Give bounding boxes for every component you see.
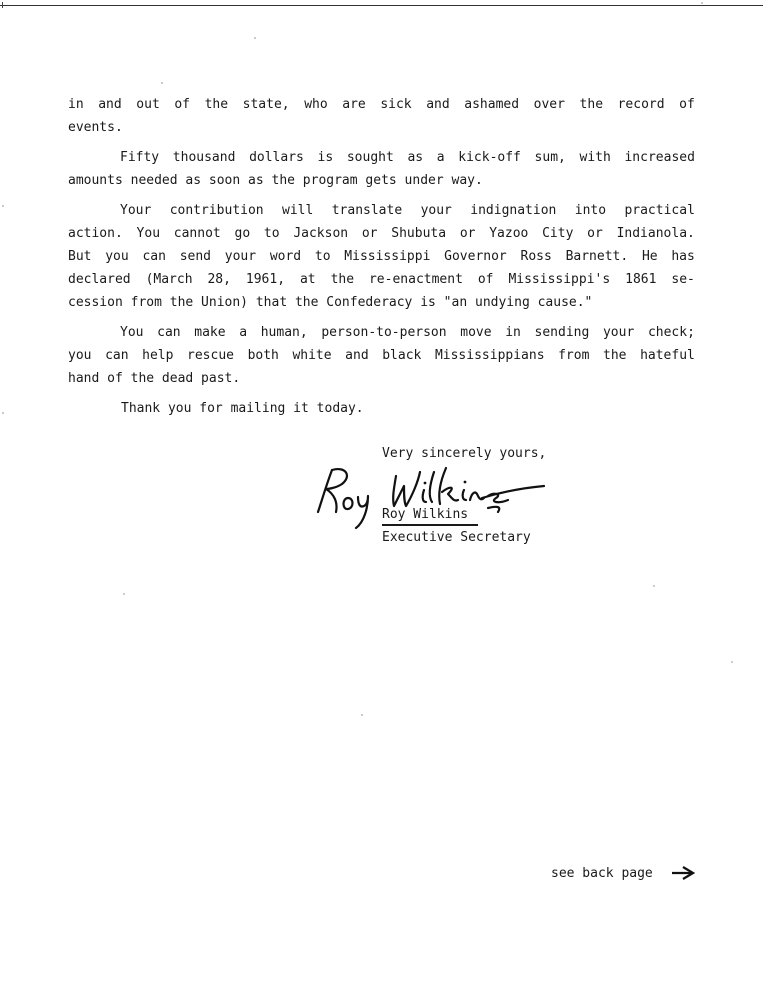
word: 1861	[625, 272, 657, 287]
word: Your	[120, 203, 152, 218]
word: declared	[68, 272, 131, 287]
word: dollars	[249, 150, 304, 165]
word: and	[345, 348, 369, 363]
word: of	[679, 97, 695, 112]
word: or	[459, 226, 476, 241]
word: practical	[624, 203, 695, 218]
word: sum,	[534, 150, 566, 165]
word: 28,	[207, 272, 231, 287]
word: of	[477, 272, 494, 287]
word: who	[304, 97, 328, 112]
p2-line2: amounts needed as soon as the program gets under way.	[68, 173, 483, 188]
word: state,	[242, 97, 290, 112]
word: increased	[624, 150, 695, 165]
scan-speck	[254, 37, 256, 39]
word: at	[299, 272, 316, 287]
word: are	[342, 97, 366, 112]
word: contribution	[169, 203, 264, 218]
right-arrow-icon	[671, 866, 695, 880]
word: sending	[534, 325, 590, 340]
word: will	[282, 203, 314, 218]
word: has	[671, 249, 695, 264]
word: send	[179, 249, 212, 264]
word: cannot	[173, 226, 221, 241]
p3-line1	[120, 204, 695, 217]
word: your	[224, 249, 257, 264]
p3-line3	[68, 250, 695, 263]
p2-line1	[120, 151, 695, 164]
scan-speck	[2, 412, 4, 414]
p4-line1	[120, 326, 695, 339]
word: sought	[346, 150, 394, 165]
word: or	[587, 226, 603, 241]
word: both	[247, 348, 279, 363]
word: as	[407, 150, 424, 165]
word: out	[136, 97, 160, 112]
word: help	[142, 348, 174, 363]
word: and	[426, 97, 450, 112]
word: is	[317, 150, 334, 165]
word: translate	[331, 203, 403, 218]
word: the	[579, 97, 604, 112]
scan-speck	[361, 714, 363, 716]
word: hateful	[640, 348, 695, 363]
see-back-page-note: see back page	[551, 866, 653, 881]
word: black	[382, 348, 422, 363]
scan-speck	[2, 205, 4, 207]
word: or	[361, 226, 378, 241]
word: the	[603, 348, 627, 363]
word: Barnett.	[565, 249, 629, 264]
word: in	[505, 325, 521, 340]
word: Governor	[444, 249, 507, 264]
word: Mississippi's	[508, 272, 611, 287]
scan-speck	[653, 585, 655, 587]
scan-speck	[123, 593, 125, 595]
word: you	[68, 348, 92, 363]
page-corner-mark	[2, 2, 7, 8]
signer-title: Executive Secretary	[382, 530, 531, 545]
word: human,	[260, 325, 308, 340]
p3-line4	[68, 273, 695, 286]
word: sick	[380, 97, 412, 112]
top-edge-rule	[0, 5, 763, 6]
word: Ross	[520, 249, 552, 264]
word: Jackson	[293, 226, 349, 241]
word: your	[602, 325, 635, 340]
word: check;	[647, 325, 695, 340]
word: (March	[145, 272, 193, 287]
word: re-enactment	[368, 272, 463, 287]
word: go	[234, 226, 251, 241]
word: move	[460, 325, 492, 340]
word: a	[436, 150, 445, 165]
word: rescue	[187, 348, 234, 363]
word: with	[579, 150, 611, 165]
word: from	[558, 348, 590, 363]
scan-speck	[161, 82, 163, 84]
word: can	[105, 348, 129, 363]
signature-underline	[382, 524, 478, 526]
word: Fifty	[120, 150, 160, 165]
word: the	[330, 272, 355, 287]
word: white	[292, 348, 332, 363]
word: ashamed	[464, 97, 520, 112]
word: Mississippi	[344, 249, 431, 264]
word: person-to-person	[321, 325, 447, 340]
word: You	[136, 226, 161, 241]
word: over	[533, 97, 565, 112]
scan-speck	[701, 2, 703, 4]
p1-line1	[68, 98, 695, 111]
word: kick-off	[458, 150, 521, 165]
word: can	[142, 249, 166, 264]
p4-line3: hand of the dead past.	[68, 371, 241, 386]
word: Indianola.	[616, 226, 695, 241]
word: Yazoo	[489, 226, 529, 241]
word: City	[542, 226, 574, 241]
p1-line2: events.	[68, 120, 123, 135]
word: You	[120, 325, 144, 340]
word: record	[617, 97, 665, 112]
word: to	[314, 249, 331, 264]
word: you	[105, 249, 129, 264]
word: of	[174, 97, 191, 112]
word: word	[269, 249, 302, 264]
p3-line2	[68, 227, 695, 240]
closing: Very sincerely yours,	[382, 446, 547, 461]
p3-line5: cession from the Union) that the Confederacy is "an undying cause."	[68, 295, 593, 310]
word: But	[68, 249, 92, 264]
p4-line2	[68, 349, 695, 362]
word: your	[420, 203, 452, 218]
word: a	[239, 325, 248, 340]
scan-speck	[731, 661, 733, 663]
word: thousand	[172, 150, 236, 165]
signer-name: Roy Wilkins	[382, 507, 469, 522]
word: indignation	[470, 203, 557, 218]
word: and	[98, 97, 122, 112]
word: He	[641, 249, 658, 264]
word: se-	[671, 272, 695, 287]
word: Shubuta	[391, 226, 447, 241]
word: in	[68, 97, 84, 112]
word: into	[574, 203, 607, 218]
word: the	[204, 97, 229, 112]
word: 1961,	[245, 272, 286, 287]
word: can	[157, 325, 181, 340]
word: to	[263, 226, 280, 241]
word: action.	[68, 226, 123, 241]
word: Mississippians	[434, 348, 545, 363]
p5-line1: Thank you for mailing it today.	[121, 401, 364, 416]
word: make	[194, 325, 226, 340]
